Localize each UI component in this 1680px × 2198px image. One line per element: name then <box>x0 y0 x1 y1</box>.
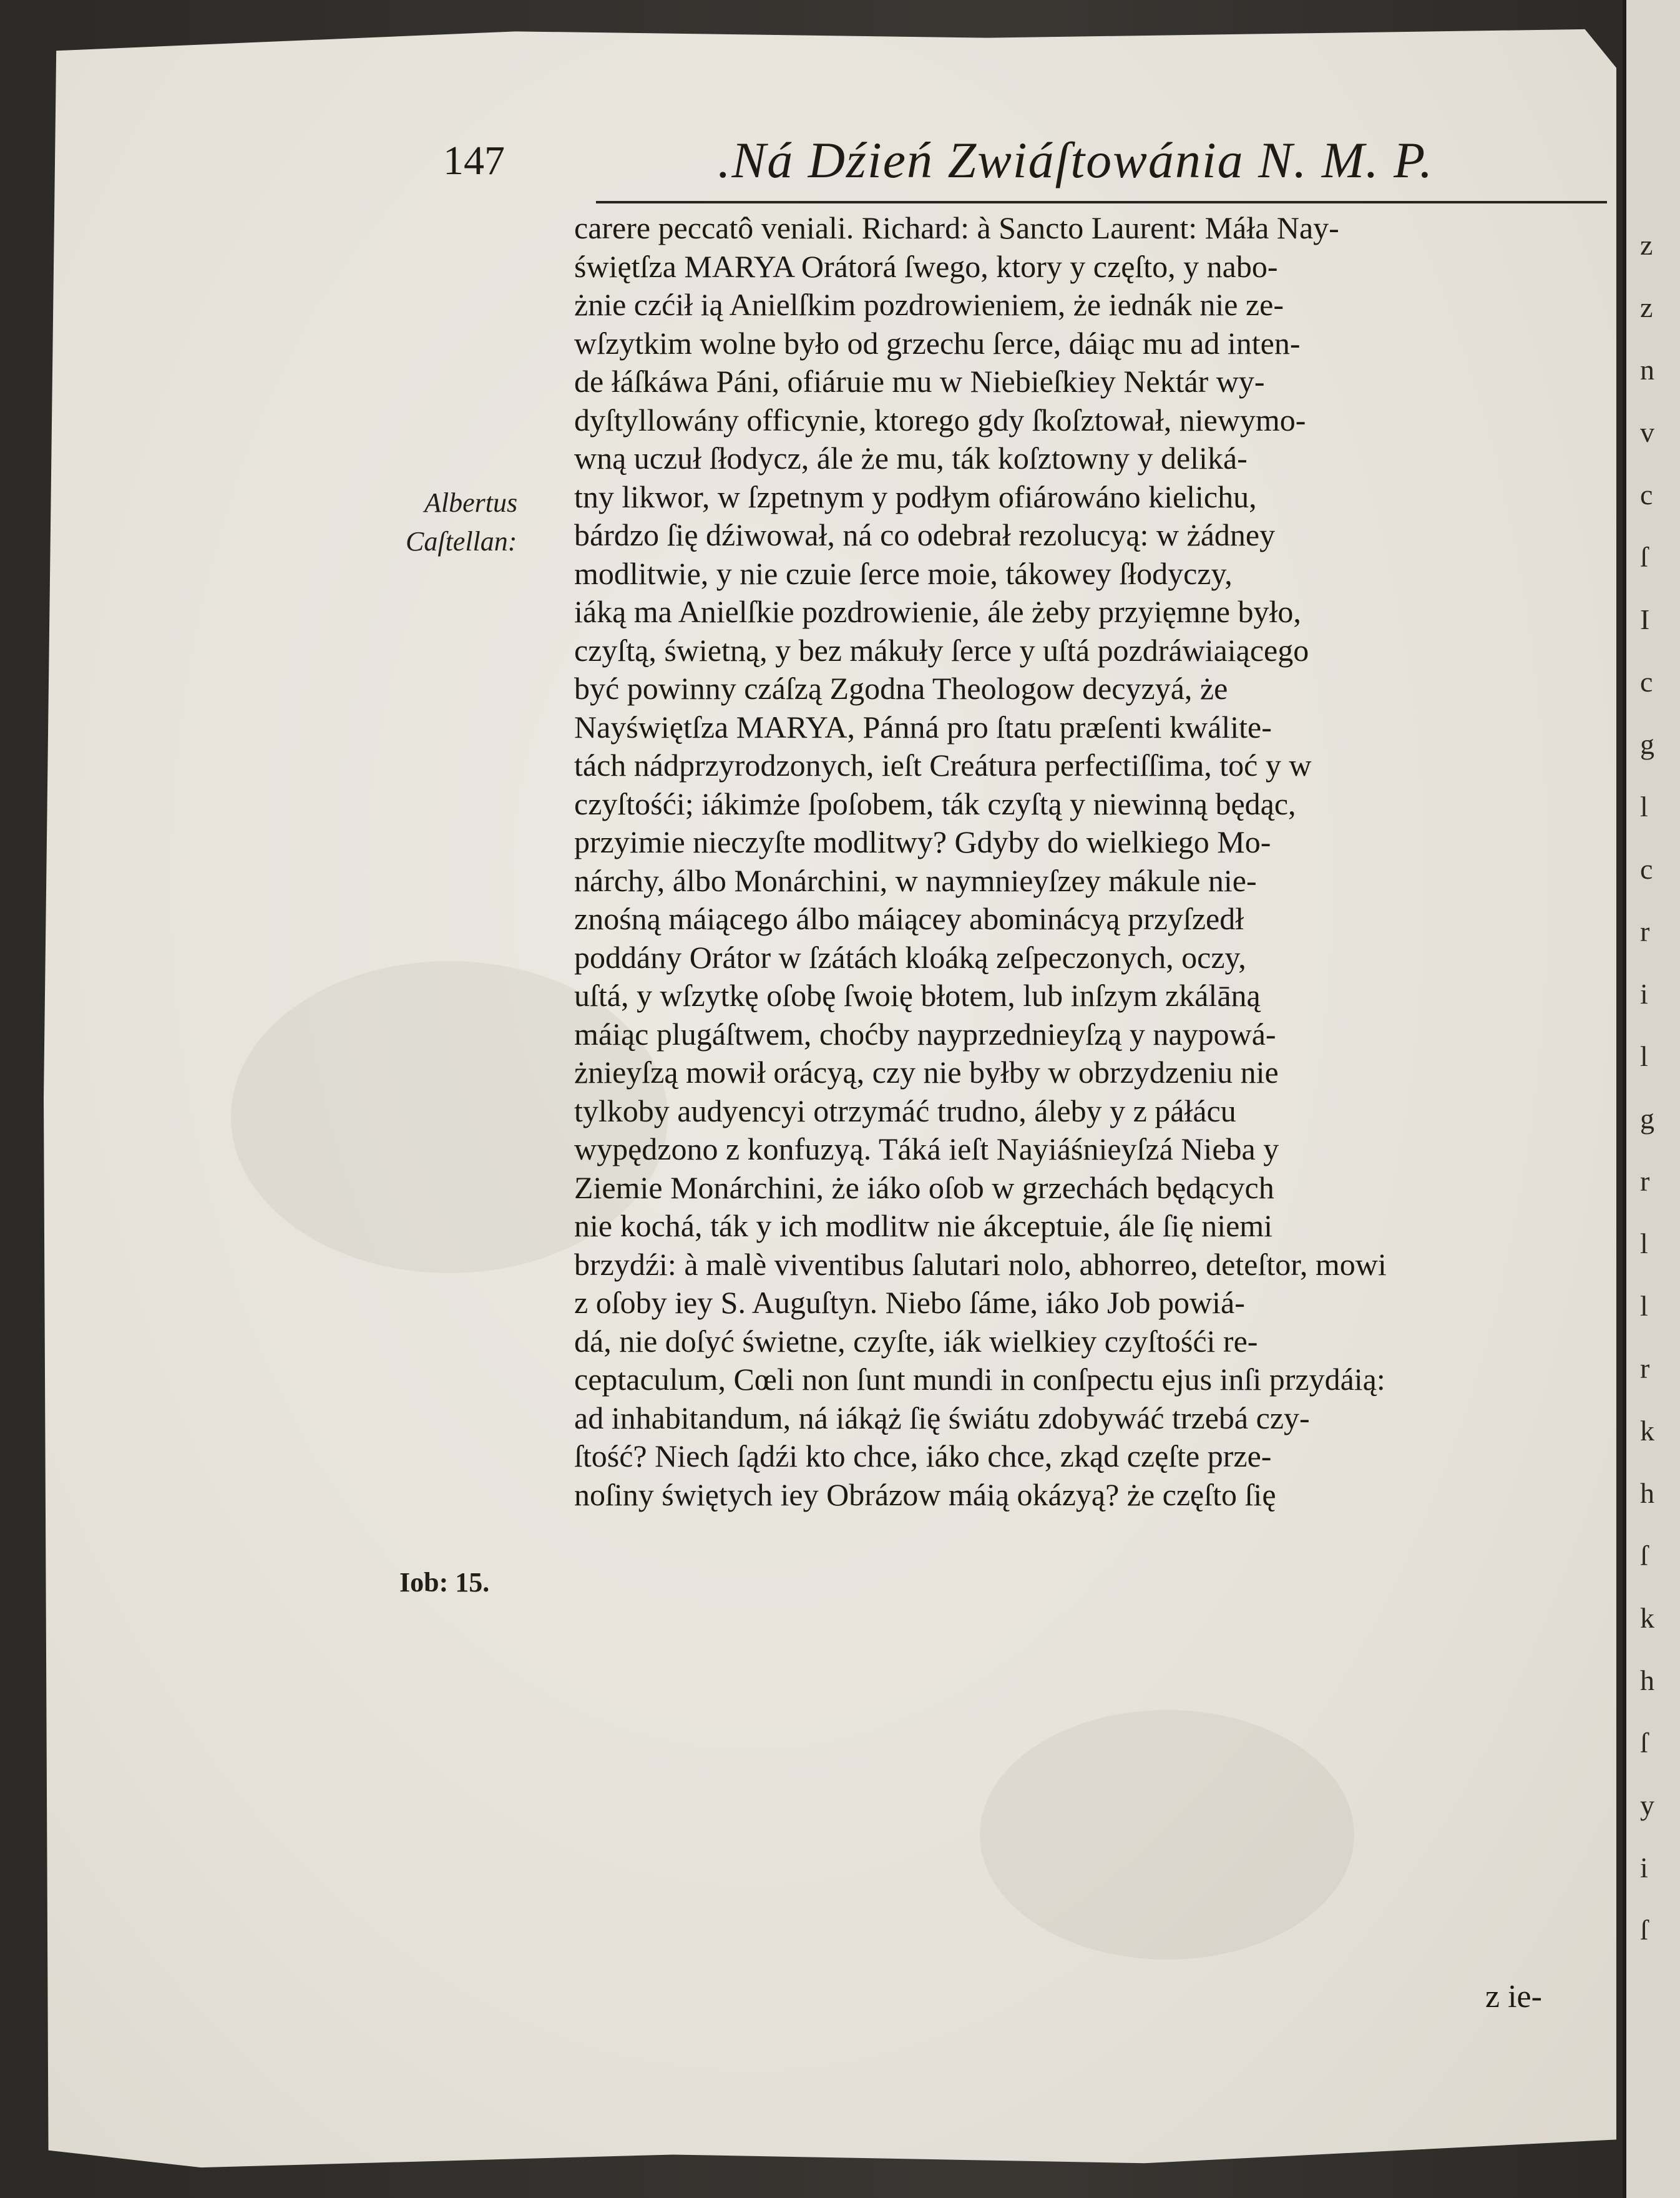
text-line: przyimie nieczyſte modlitwy? Gdyby do wielkiego Mo- <box>574 824 1271 859</box>
text-line: brzydźi: à malè viventibus ſalutari nolo, abhorreo, deteſtor, mowi <box>574 1246 1387 1282</box>
text-line: nie kochá, ták y ich modlitw nie ákceptuie, ále ſię niemi <box>574 1208 1273 1243</box>
text-line: uſtá, y wſzytkę oſobę ſwoię błotem, lub inſzym zkálāną <box>574 978 1261 1013</box>
text-line: Ziemie Monárchini, że iáko oſob w grzechách będących <box>574 1170 1274 1205</box>
text-line: modlitwie, y nie czuie ſerce moie, tákowey ſłodyczy, <box>574 555 1233 591</box>
adjacent-page-letter: l <box>1640 1290 1648 1322</box>
text-line: noſiny świętych iey Obrázow máią okázyą? że częſto ſię <box>574 1477 1276 1512</box>
body-text <box>574 209 1598 1514</box>
text-line: tách nádprzyrodzonych, ieſt Creátura perfectiſſima, toć y w <box>574 748 1312 783</box>
adjacent-page-letter: h <box>1640 1664 1654 1696</box>
adjacent-page-letter: ſ <box>1640 541 1648 573</box>
adjacent-page-letter: l <box>1640 1040 1648 1072</box>
text-line: wſzytkim wolne było od grzechu ſerce, dáiąc mu ad inten- <box>574 325 1301 361</box>
paper-stain <box>980 1710 1354 1960</box>
margin-note-albertus: Albertus <box>424 487 518 518</box>
adjacent-page-letter: c <box>1640 479 1653 510</box>
adjacent-page-letter: k <box>1640 1415 1654 1447</box>
running-head: .Ná Dźień Zwiáſtowánia N. M. P. <box>718 132 1434 188</box>
adjacent-page-letter: r <box>1640 1352 1650 1384</box>
text-line: znośną máiącego álbo máiącey abominácyą przyſzedł <box>574 901 1244 936</box>
adjacent-page-letter: h <box>1640 1477 1654 1509</box>
text-line: wną uczuł ſłodycz, ále że mu, ták koſztowny y deliká- <box>574 441 1248 476</box>
text-line: świętſza MARYA Orátorá ſwego, ktory y częſto, y nabo- <box>574 248 1278 284</box>
text-line: tylkoby audyencyi otrzymáć trudno, áleby y z páłácu <box>574 1093 1236 1128</box>
text-line: ceptaculum, Cœli non ſunt mundi in conſpectu ejus inſi przydáią: <box>574 1362 1385 1397</box>
text-line: żnieyſzą mowił orácyą, czy nie byłby w obrzydzeniu nie <box>574 1055 1279 1090</box>
text-line: nárchy, álbo Monárchini, w naymnieyſzey mákule nie- <box>574 862 1257 898</box>
adjacent-page-letter: r <box>1640 916 1650 947</box>
text-line: carere peccatô veniali. Richard: à Sancto Laurent: Máła Nay- <box>574 210 1339 245</box>
text-line: ad inhabitandum, ná iákąż ſię świátu zdobywáć trzebá czy- <box>574 1400 1310 1435</box>
text-line: dyſtyllowány officynie, ktorego gdy ſkoſztował, niewymo- <box>574 402 1306 437</box>
text-line: z oſoby iey S. Auguſtyn. Niebo ſáme, iáko Job powiá- <box>574 1285 1245 1320</box>
text-line: iáką ma Anielſkie pozdrowienie, ále żeby przyięmne było, <box>574 594 1301 629</box>
text-line: dá, nie doſyć świetne, czyſte, iák wielkiey czyſtośći re- <box>574 1323 1258 1359</box>
adjacent-page-letter: z <box>1640 291 1653 323</box>
adjacent-page-letter: ſ <box>1640 1540 1648 1571</box>
text-line: czyſtośći; iákimże ſpoſobem, ták czyſtą y niewinną będąc, <box>574 786 1296 821</box>
text-line: de łáſkáwa Páni, ofiáruie mu w Niebieſkiey Nektár wy- <box>574 364 1265 399</box>
adjacent-page-letter: I <box>1640 603 1650 635</box>
adjacent-page-letter: v <box>1640 416 1654 448</box>
text-line: poddány Orátor w ſzátách kloáką zeſpeczonych, oczy, <box>574 939 1246 975</box>
text-line: czyſtą, świetną, y bez mákuły ſerce y uſtá pozdráwiaiącego <box>574 632 1309 668</box>
adjacent-page-letter: l <box>1640 1228 1648 1259</box>
adjacent-page-letter: r <box>1640 1165 1650 1197</box>
adjacent-page-letter: l <box>1640 791 1648 823</box>
adjacent-page-letter: y <box>1640 1789 1654 1821</box>
margin-note-castellan: Caſtellan: <box>406 526 517 557</box>
text-line: Nayświętſza MARYA, Pánná pro ſtatu præſenti kwálite- <box>574 709 1272 745</box>
page-number: 147 <box>443 138 505 183</box>
adjacent-page-letter: g <box>1640 728 1654 760</box>
adjacent-page-letter: c <box>1640 853 1653 885</box>
adjacent-page-letter: ſ <box>1640 1914 1648 1946</box>
margin-note-job-reference: Iob: 15. <box>399 1567 490 1598</box>
adjacent-page-letter: n <box>1640 354 1654 386</box>
adjacent-page-letter: g <box>1640 1103 1654 1135</box>
adjacent-page-letter: ſ <box>1640 1727 1648 1759</box>
adjacent-page-letter: i <box>1640 978 1648 1010</box>
adjacent-page-letter: i <box>1640 1852 1648 1883</box>
text-line: być powinny czáſzą Zgodna Theologow decyzyá, że <box>574 671 1228 706</box>
adjacent-page-letter: k <box>1640 1602 1654 1634</box>
text-line: bárdzo ſię dźiwował, ná co odebrał rezolucyą: w żádney <box>574 517 1276 552</box>
header-rule <box>596 201 1607 203</box>
text-line: máiąc plugáſtwem, choćby nayprzednieyſzą y naypowá- <box>574 1016 1276 1052</box>
catchword: z ie- <box>1485 1979 1542 2015</box>
text-line: wypędzono z konfuzyą. Táká ieſt Nayiáśnieyſzá Nieba y <box>574 1131 1279 1166</box>
text-line: żnie czćił ią Anielſkim pozdrowieniem, że iednák nie ze- <box>574 287 1284 322</box>
adjacent-page-strip <box>1623 0 1680 2198</box>
adjacent-page-letter: z <box>1640 229 1653 261</box>
adjacent-page-letter: c <box>1640 666 1653 698</box>
text-line: tny likwor, w ſzpetnym y podłym ofiárowáno kielichu, <box>574 479 1257 514</box>
text-line: ſtość? Niech ſądźi kto chce, iáko chce, zkąd częſte prze- <box>574 1438 1272 1473</box>
